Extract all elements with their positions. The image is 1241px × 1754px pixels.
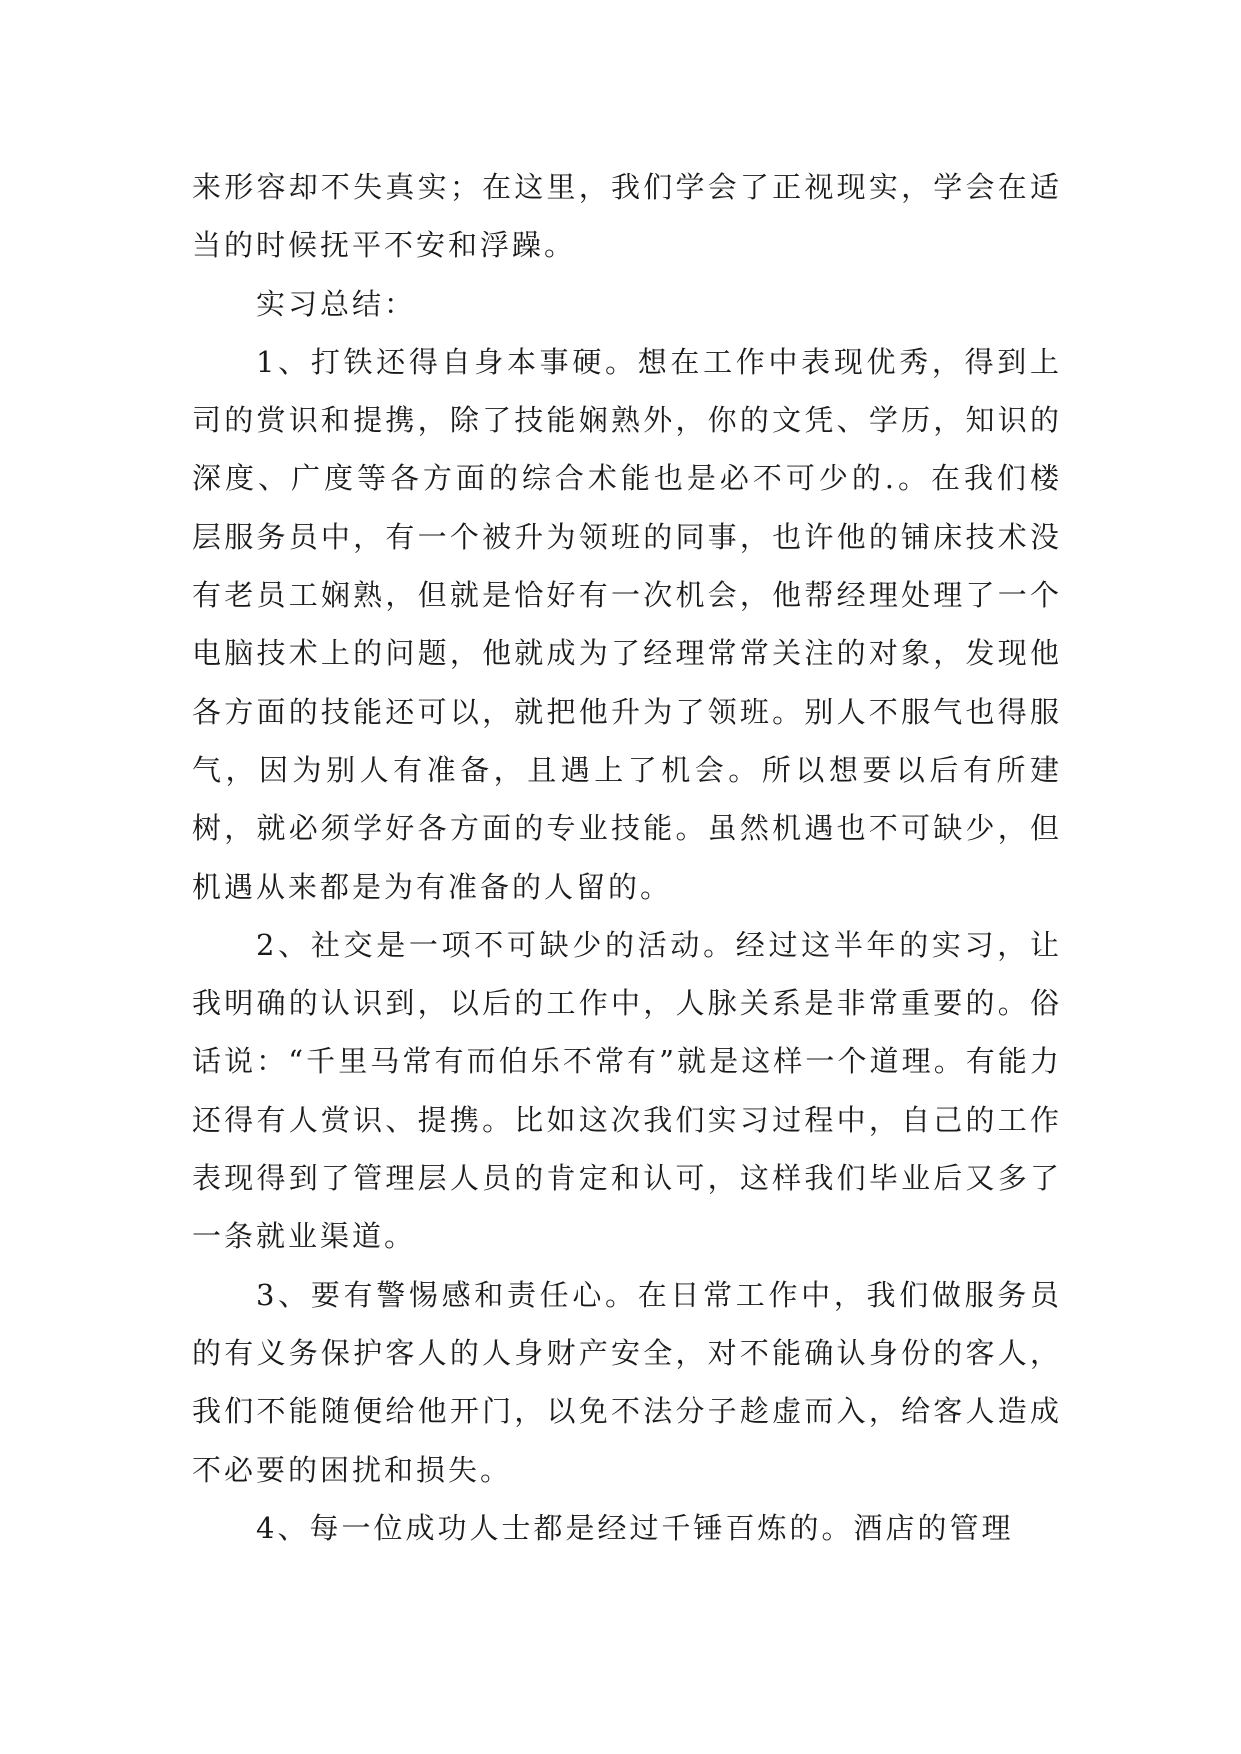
paragraph-point-1: 1、打铁还得自身本事硬。想在工作中表现优秀，得到上司的赏识和提携，除了技能娴熟外，你的文凭、学历，知识的深度、广度等各方面的综合术能也是必不可少的.。在我们楼层服务员中，有一个被升为领班的同事，也许他的铺床技术没有老员工娴熟，但就是恰好有一次机会，他帮经理处理了一个电脑技术上的问题，他就成为了经理常常关注的对象，发现他各方面的技能还可以，就把他升为了领班。别人不服气也得服气，因为别人有准备，且遇上了机会。所以想要以后有所建树，就必须学好各方面的专业技能。虽然机遇也不可缺少，但机遇从来都是为有准备的人留的。 (192, 344, 1062, 904)
paragraph-point-4: 4、每一位成功人士都是经过千锤百炼的。酒店的管理 (256, 1510, 1014, 1545)
paragraph-point-2: 2、社交是一项不可缺少的活动。经过这半年的实习，让我明确的认识到，以后的工作中，人脉关系是非常重要的。俗话说：“千里马常有而伯乐不常有”就是这样一个道理。有能力还得有人赏识、提携。比如这次我们实习过程中，自己的工作表现得到了管理层人员的肯定和认可，这样我们毕业后又多了一条就业渠道。 (192, 927, 1062, 1254)
paragraph-point-3: 3、要有警惕感和责任心。在日常工作中，我们做服务员的有义务保护客人的人身财产安全，对不能确认身份的客人，我们不能随便给他开门，以免不法分子趁虚而入，给客人造成不必要的困扰和损失。 (192, 1277, 1062, 1487)
document-body (192, 158, 1062, 1557)
paragraph-continuation: 来形容却不失真实；在这里，我们学会了正视现实，学会在适当的时候抚平不安和浮躁。 (192, 170, 1062, 263)
section-heading-summary: 实习总结： (256, 286, 417, 321)
